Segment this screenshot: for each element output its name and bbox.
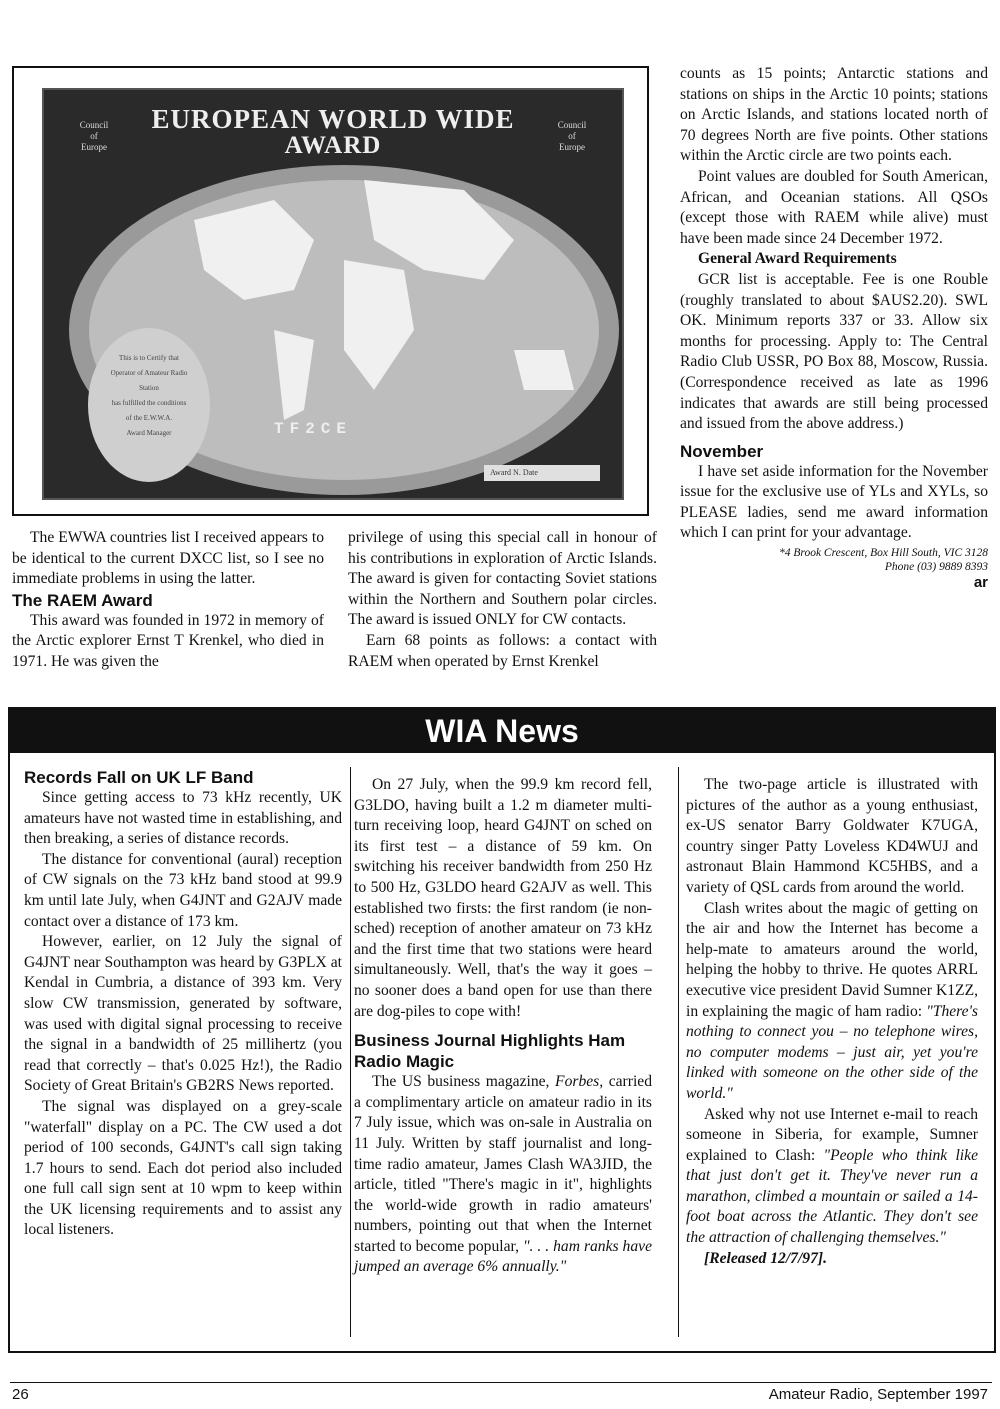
article-signoff: ar bbox=[973, 574, 988, 592]
november-heading: November bbox=[680, 441, 764, 461]
siberia-paragraph: Asked why not use Internet e-mail to reach someone in Siberia, for example, Sumner explained to Clash: "People who think like that just don't get it. They've never run a marathon, climbed a mountain or sailed a 14-foot boat across the Atlantic. They don't see the attraction of challenging themselves." bbox=[686, 1105, 978, 1247]
column-divider bbox=[350, 767, 351, 1337]
wia-column-2 bbox=[354, 775, 652, 1278]
records-paragraph: However, earlier, on 12 July the signal of G4JNT near Southampton was heard by G3PLX at Kendal in Cumbria, a distance of 393 km. Very slow CW transmission, generated by software, was used with digital signal processing to receive the signal in a bandwidth of 25 millihertz (you read that correctly – that's 0.025 Hz!), the Radio Society of Great Britain's GB2RS News reported. bbox=[24, 933, 342, 1095]
points-continued-paragraph: counts as 15 points; Antarctic stations and stations on ships in the Arctic 10 points; stations on Arctic Islands, and stations located north of 70 degrees North are five points. Other stations within the Arctic circle are two points each. bbox=[680, 65, 988, 165]
forbes-paragraph: The US business magazine, Forbes, carried a complimentary article on amateur radio in its 7 July issue, which was on-sale in Australia on 11 July. Written by staff journalist and long-time radio amateur, James Clash WA3JID, the article, titled "There's magic in it", highlights the world-wide growth in radio amateurs' numbers, pointing out that when the Internet started to become popular, ". . . ham ranks have jumped an average 6% annually." bbox=[354, 1073, 652, 1276]
upper-column-2 bbox=[348, 528, 657, 672]
certificate-callsign: TF2CE bbox=[274, 420, 353, 438]
certificate-award-number: Award N. Date bbox=[484, 465, 600, 481]
certificate-title-line1: EUROPEAN WORLD WIDE bbox=[151, 104, 515, 134]
column-divider bbox=[678, 767, 679, 1337]
records-heading: Records Fall on UK LF Band bbox=[24, 768, 254, 787]
certificate-title-line2: AWARD bbox=[284, 132, 382, 159]
address-line: *4 Brook Crescent, Box Hill South, VIC 3128 bbox=[779, 547, 988, 560]
wia-column-3 bbox=[686, 775, 978, 1269]
award-certificate-image bbox=[12, 66, 649, 516]
ewwa-paragraph: The EWWA countries list I received appears to be identical to the current DXCC list, so I see no immediate problems in using the latter. bbox=[12, 529, 324, 588]
wia-column-1 bbox=[24, 767, 342, 1241]
publication-footer: Amateur Radio, September 1997 bbox=[768, 1386, 988, 1403]
doubled-points-paragraph: Point values are doubled for South American, African, and Oceanian stations. All QSOs (except those with RAEM while alive) must have been made since 24 December 1972. bbox=[680, 167, 988, 247]
certificate-stamp: This is to Certify that Operator of Amateur Radio Station has fulfilled the conditions of the E.W.W.A. Award Manager bbox=[88, 328, 210, 482]
records-paragraph: Since getting access to 73 kHz recently, UK amateurs have not wasted time in establishing, and then breaking, a series of distance records. bbox=[24, 789, 342, 848]
wia-news-box bbox=[8, 707, 996, 1353]
upper-column-3 bbox=[680, 64, 988, 591]
records-paragraph: The distance for conventional (aural) reception of CW signals on the 73 kHz band stood at 99.9 km until late July, when G4JNT and G2AJV made contact over a distance of 173 km. bbox=[24, 850, 342, 930]
record-fell-paragraph: On 27 July, when the 99.9 km record fell, G3LDO, having built a 1.2 m diameter multi-turn receiving loop, heard G4JNT on sched on its first test – a distance of 59 km. On switching his receiver bandwidth from 250 Hz to 500 Hz, G3LDO heard G2AJV as well. This established two firsts: the first random (ie non-sched) reception of another amateur on 73 kHz and the first time that two stations were heard simultaneously. Well, that's the way it goes – no sooner does a band open for use than there are dog-piles to cope with! bbox=[354, 776, 652, 1020]
released-note: [Released 12/7/97]. bbox=[704, 1249, 827, 1267]
records-paragraph: The signal was displayed on a grey-scale "waterfall" display on a PC. The CW used a dot period of 100 seconds, G4JNT's call sign taking 1.7 hours to send. Each dot period also included one full call sign sent at 10 wpm to keep within the UK licensing requirements and to assist any local listeners. bbox=[24, 1097, 342, 1239]
raem-heading: The RAEM Award bbox=[12, 590, 153, 610]
certificate-artwork bbox=[42, 88, 624, 500]
council-of-europe-emblem-left: Council of Europe bbox=[79, 120, 109, 152]
article-illustration-paragraph: The two-page article is illustrated with pictures of the author as a young enthusiast, ex-US senator Barry Goldwater K7UGA, country singer Patty Loveless KD4WUJ and astronaut Blain Hammond KC5HBS, and a variety of QSL cards from around the world. bbox=[686, 776, 978, 896]
council-of-europe-emblem-right: Council of Europe bbox=[557, 120, 587, 152]
page-number: 26 bbox=[12, 1386, 29, 1403]
general-requirements-paragraph: GCR list is acceptable. Fee is one Rouble (roughly translated to about $AUS2.20). SWL OK. Minimum reports 337 or 33. Allow six months for processing. Apply to: The Central Radio Club USSR, PO Box 88, Moscow, Russia. (Correspondence received as late as 1996 indicates that awards are still being processed and issued from the above address.) bbox=[680, 270, 988, 433]
general-requirements-heading: General Award Requirements bbox=[698, 250, 897, 268]
upper-column-1 bbox=[12, 528, 324, 673]
raem-continued-paragraph: privilege of using this special call in honour of his contributions in exploration of Arctic Islands. The award is given for contacting Soviet stations within the Northern and Southern polar circles. The award is issued ONLY for CW contacts. bbox=[348, 529, 657, 629]
wia-news-banner: WIA News bbox=[10, 709, 994, 753]
points-paragraph: Earn 68 points as follows: a contact with RAEM when operated by Ernst Krenkel bbox=[348, 631, 657, 670]
author-address bbox=[680, 546, 988, 574]
phone-line: Phone (03) 9889 8393 bbox=[884, 561, 988, 574]
november-paragraph: I have set aside information for the November issue for the exclusive use of YLs and XYLs, so PLEASE ladies, send me award information which I can print for your advantage. bbox=[680, 462, 988, 542]
footer-rule bbox=[10, 1382, 992, 1383]
business-journal-heading: Business Journal Highlights Ham Radio Magic bbox=[354, 1031, 626, 1072]
clash-paragraph: Clash writes about the magic of getting on the air and how the Internet has become a help-mate to amateurs around the world, helping the hobby to thrive. He quotes ARRL executive vice president David Sumner K1ZZ, in explaining the magic of ham radio: "There's nothing to connect you – no telephone wires, no computer modems – just air, yet you're linked with someone on the other side of the world." bbox=[686, 899, 978, 1102]
raem-paragraph: This award was founded in 1972 in memory of the Arctic explorer Ernst T Krenkel, who died in 1971. He was given the bbox=[12, 611, 324, 670]
